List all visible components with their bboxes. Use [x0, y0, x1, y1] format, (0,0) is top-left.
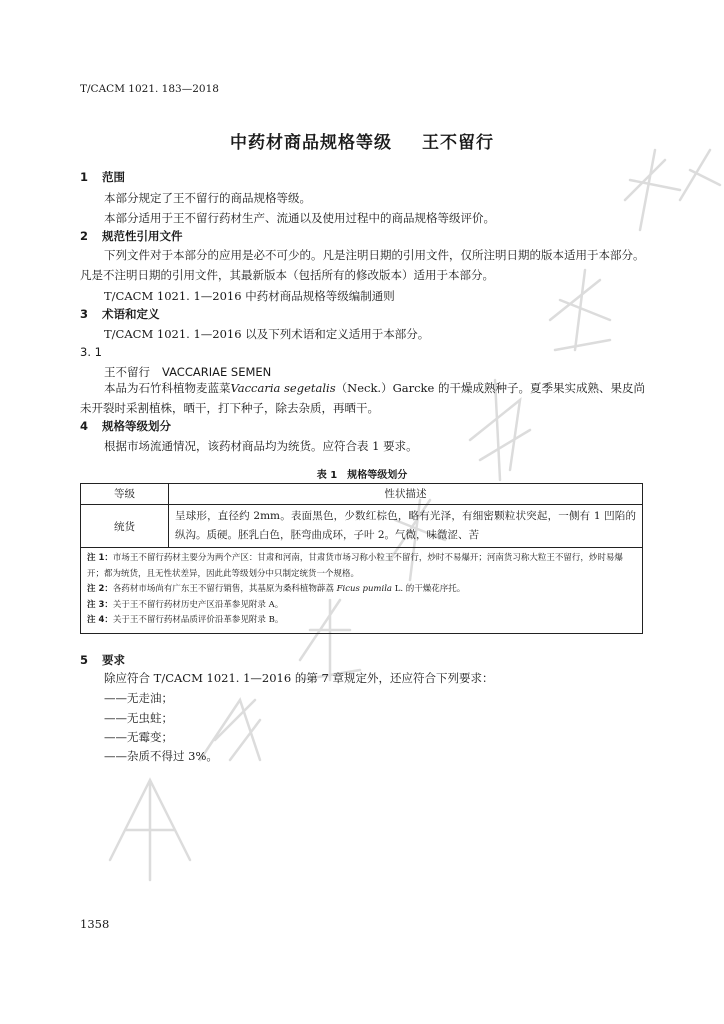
grade-table: [80, 483, 643, 634]
table-note-2: 注 2：各药材市场尚有广东王不留行销售，其基原为桑科植物薜荔 Ficus pumila L. 的干燥花序托。: [87, 584, 466, 594]
section-2-reference: T/CACM 1021. 1—2016 中药材商品规格等级编制通则: [104, 289, 395, 303]
term-definition-latin: Vaccaria segetalis: [230, 381, 336, 395]
section-2-heading: 2 规范性引用文件: [80, 229, 183, 243]
table-note-4: 注 4：关于王不留行药材品质评价沿革参见附录 B。: [87, 615, 284, 625]
table-note-1: 注 1：市场王不留行药材主要分为两个产区：甘肃和河南，甘肃货市场习称小粒王不留行，炒时不易爆开；河南货习称大粒王不留行，炒时易爆开；都为统货，且无性状差异，因此此等级划分中只制定统货一个规格。: [87, 553, 623, 579]
section-5-heading: 5 要求: [80, 653, 125, 667]
section-1-heading: 1 范围: [80, 170, 125, 184]
section-4-paragraph: 根据市场流通情况，该药材商品均为统货。应符合表 1 要求。: [104, 439, 418, 453]
table-header-grade: 等级: [81, 484, 169, 504]
table-note-3: 注 3：关于王不留行药材历史产区沿革参见附录 A。: [87, 599, 284, 610]
page-number: 1358: [80, 917, 110, 931]
table-row: [81, 505, 642, 548]
header-standard-code: T/CACM 1021. 183—2018: [80, 83, 219, 95]
section-1-paragraph-2: 本部分适用于王不留行药材生产、流通以及使用过程中的商品规格等级评价。: [104, 211, 495, 225]
section-3-paragraph: T/CACM 1021. 1—2016 以及下列术语和定义适用于本部分。: [104, 327, 430, 341]
document-title-main: 中药材商品规格等级: [230, 133, 392, 153]
term-definition: 本品为石竹科植物麦蓝菜Vaccaria segetalis（Neck.）Garcke 的干燥成熟种子。夏季果实成熟、果皮尚未开裂时采割植株，晒干，打下种子，除去杂质，再晒干。: [80, 381, 645, 415]
table-notes-row: [81, 548, 642, 633]
subsection-3-1-number: 3. 1: [80, 345, 102, 359]
table-cell-description: 呈球形，直径约 2mm。表面黑色，少数红棕色，略有光泽，有细密颗粒状突起，一侧有 1 凹陷的纵沟。质硬。胚乳白色，胚弯曲成环，子叶 2。气微，味微涩、苦: [175, 510, 636, 541]
section-4-heading: 4 规格等级划分: [80, 419, 171, 433]
requirement-item: ——无虫蛀；: [104, 711, 173, 725]
section-1-paragraph-1: 本部分规定了王不留行的商品规格等级。: [104, 191, 311, 205]
requirement-item: ——杂质不得过 3%。: [104, 749, 218, 763]
table-cell-grade: 统货: [81, 505, 169, 547]
term-chinese: 王不留行: [104, 365, 150, 379]
table-caption: 表 1 规格等级划分: [316, 470, 408, 481]
table-header-description: 性状描述: [384, 488, 427, 500]
requirement-item: ——无霉变；: [104, 730, 173, 744]
requirement-item: ——无走油；: [104, 691, 173, 705]
section-5-paragraph: 除应符合 T/CACM 1021. 1—2016 的第 7 章规定外，还应符合下列要求：: [104, 671, 494, 685]
term-latin-name: VACCARIAE SEMEN: [162, 365, 272, 379]
document-title: [0, 128, 724, 153]
section-2-paragraph: 下列文件对于本部分的应用是必不可少的。凡是注明日期的引用文件，仅所注明日期的版本适用于本部分。凡是不注明日期的引用文件，其最新版本（包括所有的修改版本）适用于本部分。: [80, 248, 645, 282]
table-header-row: [81, 484, 642, 505]
document-title-sub: 王不留行: [422, 133, 494, 153]
table-notes: [81, 548, 642, 633]
section-3-heading: 3 术语和定义: [80, 307, 160, 321]
